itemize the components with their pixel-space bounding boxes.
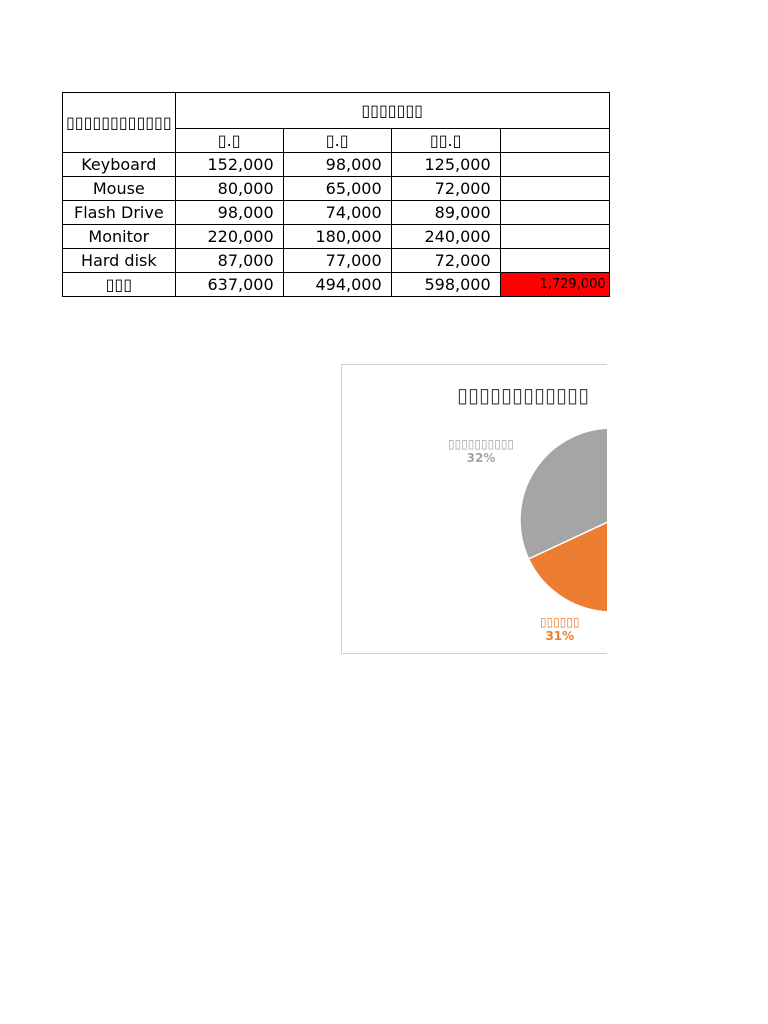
total-value-cell[interactable]: 598,000	[391, 273, 500, 297]
value-cell[interactable]: 74,000	[283, 201, 391, 225]
month-header-3[interactable]: ▯▯.▯	[391, 129, 500, 153]
table-row	[63, 201, 610, 225]
empty-cell[interactable]	[500, 201, 609, 225]
sales-table	[62, 92, 610, 297]
grand-total-cell[interactable]: 1,729,000	[500, 273, 609, 297]
value-cell[interactable]: 65,000	[283, 177, 391, 201]
value-cell[interactable]: 180,000	[283, 225, 391, 249]
table-row	[63, 249, 610, 273]
product-column-header[interactable]: ▯▯▯▯▯▯▯▯▯▯▯▯	[63, 93, 176, 153]
table-row	[63, 153, 610, 177]
value-cell[interactable]: 98,000	[175, 201, 283, 225]
slice-label-2-name: ▯▯▯▯▯▯	[540, 615, 580, 629]
value-cell[interactable]: 72,000	[391, 249, 500, 273]
slice-label-2[interactable]	[540, 615, 580, 643]
total-row	[63, 273, 610, 297]
empty-cell[interactable]	[500, 177, 609, 201]
slice-label-2-percent: 31%	[545, 629, 575, 643]
value-cell[interactable]: 89,000	[391, 201, 500, 225]
product-name-cell[interactable]: Monitor	[63, 225, 176, 249]
value-cell[interactable]: 98,000	[283, 153, 391, 177]
value-cell[interactable]: 220,000	[175, 225, 283, 249]
product-name-cell[interactable]: Keyboard	[63, 153, 176, 177]
empty-cell[interactable]	[500, 129, 609, 153]
table-row	[63, 177, 610, 201]
slice-label-1[interactable]	[448, 437, 514, 465]
empty-cell[interactable]	[500, 249, 609, 273]
slice-label-1-name: ▯▯▯▯▯▯▯▯▯▯	[448, 437, 515, 451]
slice-label-1-percent: 32%	[466, 451, 496, 465]
chart-container[interactable]	[341, 364, 607, 654]
month-group-header[interactable]: ▯▯▯▯▯▯▯	[175, 93, 609, 129]
product-name-cell[interactable]: Flash Drive	[63, 201, 176, 225]
product-name-cell[interactable]: Mouse	[63, 177, 176, 201]
value-cell[interactable]: 80,000	[175, 177, 283, 201]
value-cell[interactable]: 152,000	[175, 153, 283, 177]
value-cell[interactable]: 72,000	[391, 177, 500, 201]
product-name-cell[interactable]: Hard disk	[63, 249, 176, 273]
total-value-cell[interactable]: 494,000	[283, 273, 391, 297]
pie-chart[interactable]	[342, 365, 607, 653]
month-header-2[interactable]: ▯.▯	[283, 129, 391, 153]
empty-cell[interactable]	[500, 225, 609, 249]
value-cell[interactable]: 125,000	[391, 153, 500, 177]
value-cell[interactable]: 87,000	[175, 249, 283, 273]
empty-cell[interactable]	[500, 153, 609, 177]
total-value-cell[interactable]: 637,000	[175, 273, 283, 297]
month-header-1[interactable]: ▯.▯	[175, 129, 283, 153]
value-cell[interactable]: 240,000	[391, 225, 500, 249]
chart-title[interactable]: ▯▯▯▯▯▯▯▯▯▯▯▯	[457, 383, 590, 407]
chart-area[interactable]	[341, 364, 607, 654]
table-row	[63, 225, 610, 249]
total-label-cell[interactable]: ▯▯▯	[63, 273, 176, 297]
value-cell[interactable]: 77,000	[283, 249, 391, 273]
